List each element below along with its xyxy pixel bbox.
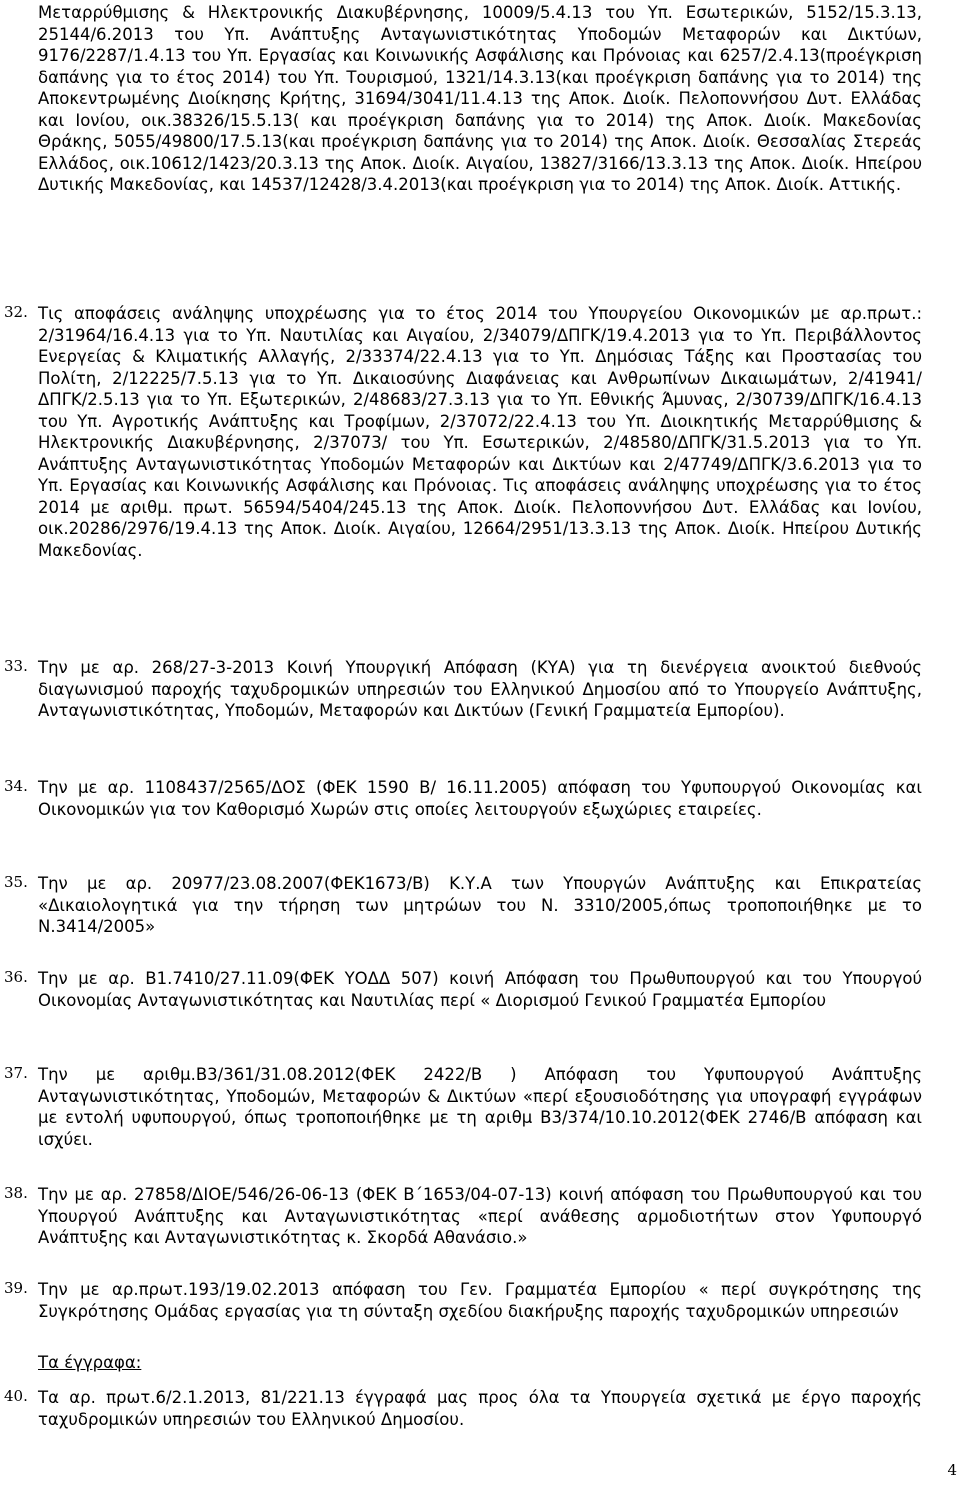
continuation-paragraph: Μεταρρύθμισης & Ηλεκτρονικής Διακυβέρνησης, 10009/5.4.13 του Υπ. Εσωτερικών, 5152/15.3.13, 25144/6.2013 του Υπ. Ανάπτυξης Ανταγωνιστικότητας Υποδομών Μεταφορών και Δικτύων, 9176/2287/1.4.13 του Υπ. Εργασίας και Κοινωνικής Ασφάλισης και Πρόνοιας και 6257/2.4.13(προέγκριση δαπάνης για το έτος 2014) του Υπ. Τουρισμού, 1321/14.3.13(και προέγκριση δαπάνης για το 2014) της Αποκεντρωμένης Διοίκησης Κρήτης, 31694/3041/11.4.13 της Αποκ. Διοίκ. Πελοποννήσου Δυτ. Ελλάδας και Ιονίου, οικ.38326/15.5.13( και προέγκριση δαπάνης για το 2014) της Αποκ. Διοίκ. Μακεδονίας Θράκης, 5055/49800/17.5.13(και προέγκριση δαπάνης για το 2014) της Αποκ. Διοίκ. Θεσσαλίας Στερεάς Ελλάδος, οικ.10612/1423/20.3.13 της Αποκ. Διοίκ. Αιγαίου, 13827/3166/13.3.13 της Αποκ. Διοίκ. Ηπείρου Δυτικής Μακεδονίας, και 14537/12428/3.4.2013(και προέγκριση για το 2014) της Αποκ. Διοίκ. Αττικής. xyxy=(38,3,922,194)
list-number: 39. xyxy=(4,1279,28,1297)
list-number: 37. xyxy=(4,1064,28,1082)
list-item-text: Την με αρ.πρωτ.193/19.02.2013 απόφαση του Γεν. Γραμματέα Εμπορίου « περί συγκρότησης της Συγκρότησης Ομάδας εργασίας για τη σύνταξη σχεδίου διακήρυξης παροχής ταχυδρομικών υπηρεσιών xyxy=(38,1280,922,1321)
list-item-37 xyxy=(38,1064,922,1150)
list-number: 36. xyxy=(4,968,28,986)
list-item-text: Την με αρ. 268/27-3-2013 Κοινή Υπουργική Απόφαση (ΚΥΑ) για τη διενέργεια ανοικτού διεθνούς διαγωνισμού παροχής ταχυδρομικών υπηρεσιών του Ελληνικού Δημοσίου από το Υπουργείο Ανάπτυξης, Ανταγωνιστικότητας, Υποδομών, Μεταφορών και Δικτύων (Γενική Γραμματεία Εμπορίου). xyxy=(38,658,922,720)
list-item-35 xyxy=(38,873,922,938)
page-number: 4 xyxy=(947,1461,957,1479)
list-item-text: Τα αρ. πρωτ.6/2.1.2013, 81/221.13 έγγραφά μας προς όλα τα Υπουργεία σχετικά με έργο παροχής ταχυδρομικών υπηρεσιών του Ελληνικού Δημοσίου. xyxy=(38,1388,922,1429)
list-item-text: Την με αρ. 20977/23.08.2007(ΦΕΚ1673/Β) Κ.Υ.Α των Υπουργών Ανάπτυξης και Επικρατείας «Δικαιολογητικά για την τήρηση των μητρώων του Ν. 3310/2005,όπως τροποποιήθηκε με το Ν.3414/2005» xyxy=(38,874,922,936)
list-item-33 xyxy=(38,657,922,722)
documents-heading: Τα έγγραφα: xyxy=(38,1353,142,1372)
list-item-text: Την με αρ. 27858/ΔΙΟΕ/546/26-06-13 (ΦΕΚ Β΄1653/04-07-13) κοινή απόφαση του Πρωθυπουργού και του Υπουργού Ανάπτυξης και Ανταγωνιστικότητας «περί ανάθεσης αρμοδιοτήτων στον Υφυπουργό Ανάπτυξης και Ανταγωνιστικότητας κ. Σκορδά Αθανάσιο.» xyxy=(38,1185,922,1247)
list-item-39 xyxy=(38,1279,922,1322)
list-item-text: Την με αρ. Β1.7410/27.11.09(ΦΕΚ ΥΟΔΔ 507) κοινή Απόφαση του Πρωθυπουργού και του Υπουργού Οικονομίας Ανταγωνιστικότητας και Ναυτιλίας περί « Διορισμού Γενικού Γραμματέα Εμπορίου xyxy=(38,969,922,1010)
list-item-32 xyxy=(38,303,922,561)
list-number: 38. xyxy=(4,1184,28,1202)
list-number: 35. xyxy=(4,873,28,891)
list-number: 40. xyxy=(4,1387,28,1405)
list-item-40 xyxy=(38,1387,922,1430)
list-item-38 xyxy=(38,1184,922,1249)
list-number: 32. xyxy=(4,303,28,321)
list-item-text: Την με αριθμ.Β3/361/31.08.2012(ΦΕΚ 2422/Β ) Απόφαση του Υφυπουργού Ανάπτυξης Ανταγωνιστικότητας, Υποδομών, Μεταφορών & Δικτύων «περί εξουσιοδότησης για υπογραφή εγγράφων με εντολή υφυπουργού, όπως τροποποιήθηκε με τη αριθμ Β3/374/10.10.2012(ΦΕΚ 2746/Β απόφαση και ισχύει. xyxy=(38,1065,922,1149)
list-item-36 xyxy=(38,968,922,1011)
list-number: 33. xyxy=(4,657,28,675)
list-item-text: Τις αποφάσεις ανάληψης υποχρέωσης για το έτος 2014 του Υπουργείου Οικονομικών με αρ.πρωτ.: 2/31964/16.4.13 για το Υπ. Ναυτιλίας και Αιγαίου, 2/34079/ΔΠΓΚ/19.4.2013 για το Υπ. Περιβάλλοντος Ενεργείας & Κλιματικής Αλλαγής, 2/33374/22.4.13 για το Υπ. Δημόσιας Τάξης και Προστασίας του Πολίτη, 2/12225/7.5.13 για το Υπ. Δικαιοσύνης Διαφάνειας και Ανθρωπίνων Δικαιωμάτων, 2/41941/ΔΠΓΚ/2.5.13 για το Υπ. Εξωτερικών, 2/48683/27.3.13 για το Υπ. Εθνικής Άμυνας, 2/30739/ΔΠΓΚ/16.4.13 του Υπ. Αγροτικής Ανάπτυξης και Τροφίμων, 2/37072/22.4.13 του Υπ. Διοικητικής Μεταρρύθμισης & Ηλεκτρονικής Διακυβέρνησης, 2/37073/ του Υπ. Εσωτερικών, 2/48580/ΔΠΓΚ/31.5.2013 για το Υπ. Ανάπτυξης Ανταγωνιστικότητας Υποδομών Μεταφορών και Δικτύων και 2/47749/ΔΠΓΚ/3.6.2013 για το Υπ. Εργασίας και Κοινωνικής Ασφάλισης και Πρόνοιας. Τις αποφάσεις ανάληψης υποχρέωσης για το έτος 2014 με αριθμ. πρωτ. 56594/5404/245.13 της Αποκ. Διοίκ. Πελοποννήσου Δυτ. Ελλάδας και Ιονίου, οικ.20286/2976/19.4.13 της Αποκ. Διοίκ. Αιγαίου, 12664/2951/13.3.13 της Αποκ. Διοίκ. Ηπείρου Δυτικής Μακεδονίας. xyxy=(38,304,922,560)
list-item-34 xyxy=(38,777,922,820)
list-number: 34. xyxy=(4,777,28,795)
list-item-text: Την με αρ. 1108437/2565/ΔΟΣ (ΦΕΚ 1590 Β/ 16.11.2005) απόφαση του Υφυπουργού Οικονομίας και Οικονομικών για τον Καθορισμό Χωρών στις οποίες λειτουργούν εξωχώριες εταιρείες. xyxy=(38,778,922,819)
